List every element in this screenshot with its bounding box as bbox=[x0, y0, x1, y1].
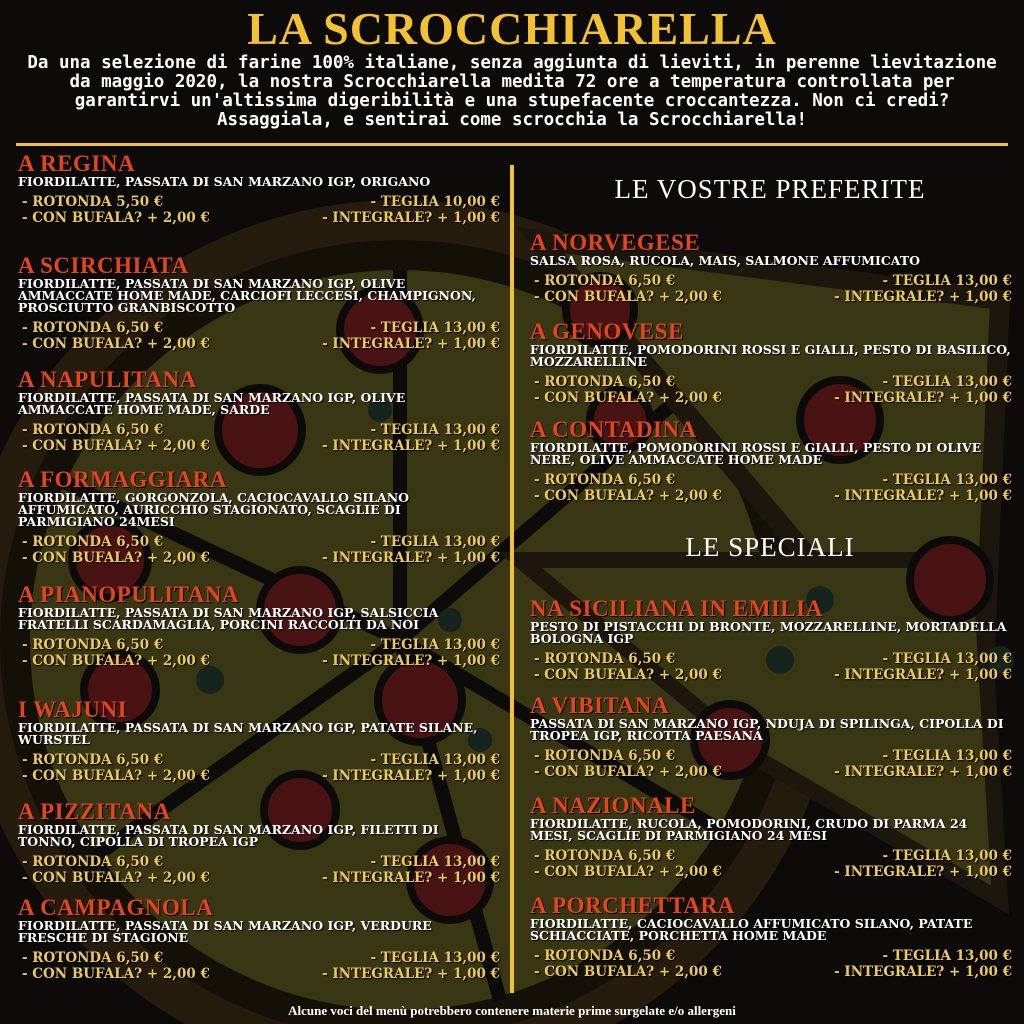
pizza-name: A NAZIONALE bbox=[530, 793, 696, 818]
extra-bufala: - CON BUFALA? + 2,00 € bbox=[534, 764, 722, 780]
extras-row bbox=[18, 870, 500, 886]
price-teglia: - TEGLIA 13,00 € bbox=[370, 422, 500, 438]
price-row bbox=[530, 848, 1012, 864]
price-teglia: - TEGLIA 13,00 € bbox=[882, 651, 1012, 667]
pizza-ingredients: FIORDILATTE, PASSATA DI SAN MARZANO IGP, OLIVE AMMACCATE HOME MADE, CARCIOFI LECCESI, CHAMPIGNON, PROSCIUTTO GRANBISCOTTO bbox=[18, 276, 476, 315]
section-title-preferite: LE VOSTRE PREFERITE bbox=[614, 174, 926, 204]
price-rotonda: - ROTONDA 6,50 € bbox=[22, 422, 164, 438]
price-row bbox=[530, 374, 1012, 390]
price-rotonda: - ROTONDA 6,50 € bbox=[534, 848, 676, 864]
extras-row bbox=[530, 667, 1012, 683]
price-rotonda: - ROTONDA 6,50 € bbox=[22, 854, 164, 870]
menu-item bbox=[18, 368, 500, 454]
pizza-name: A CONTADINA bbox=[530, 417, 697, 442]
extras-row bbox=[18, 210, 500, 226]
pizza-name: A NAPULITANA bbox=[18, 367, 197, 392]
extra-bufala: - CON BUFALA? + 2,00 € bbox=[534, 289, 722, 305]
extras-row bbox=[530, 964, 1012, 980]
price-rotonda: - ROTONDA 6,50 € bbox=[22, 637, 164, 653]
menu-item bbox=[18, 468, 500, 566]
section-title-speciali: LE SPECIALI bbox=[685, 532, 855, 562]
menu-item bbox=[18, 254, 500, 352]
price-row bbox=[530, 651, 1012, 667]
extras-row bbox=[18, 336, 500, 352]
extra-integrale: - INTEGRALE? + 1,00 € bbox=[834, 964, 1012, 980]
extra-bufala: - CON BUFALA? + 2,00 € bbox=[22, 768, 210, 784]
price-rotonda: - ROTONDA 6,50 € bbox=[534, 472, 676, 488]
price-rotonda: - ROTONDA 6,50 € bbox=[22, 320, 164, 336]
pizza-name: A CAMPAGNOLA bbox=[18, 895, 214, 920]
extra-integrale: - INTEGRALE? + 1,00 € bbox=[322, 550, 500, 566]
extra-integrale: - INTEGRALE? + 1,00 € bbox=[322, 870, 500, 886]
pizza-ingredients: PASSATA DI SAN MARZANO IGP, NDUJA DI SPILINGA, CIPOLLA DI TROPEA IGP, RICOTTA PAESANA bbox=[530, 716, 1004, 743]
menu-item bbox=[530, 231, 1012, 305]
extra-bufala: - CON BUFALA? + 2,00 € bbox=[534, 964, 722, 980]
pizza-ingredients: FIORDILATTE, PASSATA DI SAN MARZANO IGP, ORIGANO bbox=[18, 174, 431, 189]
extras-row bbox=[18, 653, 500, 669]
pizza-name: A REGINA bbox=[18, 151, 136, 176]
price-rotonda: - ROTONDA 6,50 € bbox=[534, 651, 676, 667]
price-teglia: - TEGLIA 13,00 € bbox=[882, 948, 1012, 964]
pizza-name: A SCIRCHIATA bbox=[18, 253, 189, 278]
extras-row bbox=[530, 764, 1012, 780]
pizza-name: A PIZZITANA bbox=[18, 799, 171, 824]
price-rotonda: - ROTONDA 6,50 € bbox=[534, 273, 676, 289]
pizza-name: A FORMAGGIARA bbox=[18, 467, 228, 492]
extra-integrale: - INTEGRALE? + 1,00 € bbox=[834, 488, 1012, 504]
price-teglia: - TEGLIA 10,00 € bbox=[370, 194, 500, 210]
extra-integrale: - INTEGRALE? + 1,00 € bbox=[322, 768, 500, 784]
price-rotonda: - ROTONDA 6,50 € bbox=[22, 534, 164, 550]
pizza-ingredients: PESTO DI PISTACCHI DI BRONTE, MOZZARELLINE, MORTADELLA BOLOGNA IGP bbox=[530, 619, 1007, 646]
pizza-name: A PORCHETTARA bbox=[530, 893, 735, 918]
extra-bufala: - CON BUFALA? + 2,00 € bbox=[22, 438, 210, 454]
extra-integrale: - INTEGRALE? + 1,00 € bbox=[322, 210, 500, 226]
price-row bbox=[18, 854, 500, 870]
price-block bbox=[530, 651, 1012, 683]
pizza-name: A VIBITANA bbox=[530, 693, 669, 718]
pizza-ingredients: FIORDILATTE, PASSATA DI SAN MARZANO IGP, OLIVE AMMACCATE HOME MADE, SARDE bbox=[18, 390, 406, 417]
pizza-ingredients: FIORDILATTE, PASSATA DI SAN MARZANO IGP, FILETTI DI TONNO, CIPOLLA DI TROPEA IGP bbox=[18, 822, 439, 849]
price-row bbox=[530, 273, 1012, 289]
menu-item bbox=[18, 698, 500, 784]
price-teglia: - TEGLIA 13,00 € bbox=[370, 637, 500, 653]
extra-integrale: - INTEGRALE? + 1,00 € bbox=[834, 864, 1012, 880]
price-block bbox=[18, 752, 500, 784]
menu-item bbox=[18, 896, 500, 982]
pizza-ingredients: FIORDILATTE, GORGONZOLA, CACIOCAVALLO SILANO AFFUMICATO, AURICCHIO STAGIONATO, SCAGLIE DI PARMIGIANO 24MESI bbox=[18, 490, 410, 529]
pizza-ingredients: FIORDILATTE, CACIOCAVALLO AFFUMICATO SILANO, PATATE SCHIACCIATE, PORCHETTA HOME MADE bbox=[530, 916, 973, 943]
pizza-ingredients: FIORDILATTE, RUCOLA, POMODORINI, CRUDO DI PARMA 24 MESI, SCAGLIE DI PARMIGIANO 24 MESI bbox=[530, 816, 968, 843]
extra-integrale: - INTEGRALE? + 1,00 € bbox=[322, 966, 500, 982]
price-block bbox=[18, 950, 500, 982]
extra-integrale: - INTEGRALE? + 1,00 € bbox=[322, 438, 500, 454]
menu-intro-text: Da una selezione di farine 100% italiane, senza aggiunta di lieviti, in perenne lievitazione da maggio 2020, la nostra Scrocchiarella medita 72 ore a temperatura controllata per garantirvi un'altissima digeribilità e una stupefacente croccantezza. Non ci credi? Assaggiala, e sentirai come scrocchia la Scrocchiarella! bbox=[27, 53, 997, 130]
extras-row bbox=[18, 768, 500, 784]
price-block bbox=[530, 273, 1012, 305]
extras-row bbox=[530, 289, 1012, 305]
price-row bbox=[18, 422, 500, 438]
pizza-ingredients: FIORDILATTE, PASSATA DI SAN MARZANO IGP, VERDURE FRESCHE DI STAGIONE bbox=[18, 918, 432, 945]
extra-bufala: - CON BUFALA? + 2,00 € bbox=[22, 966, 210, 982]
pizza-ingredients: FIORDILATTE, POMODORINI ROSSI E GIALLI, PESTO DI BASILICO, MOZZARELLINE bbox=[530, 342, 1011, 369]
extras-row bbox=[18, 550, 500, 566]
price-teglia: - TEGLIA 13,00 € bbox=[882, 273, 1012, 289]
price-teglia: - TEGLIA 13,00 € bbox=[370, 752, 500, 768]
pizza-name: NA SICILIANA IN EMILIA bbox=[530, 596, 823, 621]
price-row bbox=[18, 194, 500, 210]
extras-row bbox=[530, 488, 1012, 504]
price-rotonda: - ROTONDA 6,50 € bbox=[534, 374, 676, 390]
price-row bbox=[18, 752, 500, 768]
price-teglia: - TEGLIA 13,00 € bbox=[370, 950, 500, 966]
price-rotonda: - ROTONDA 6,50 € bbox=[22, 950, 164, 966]
price-rotonda: - ROTONDA 6,50 € bbox=[534, 748, 676, 764]
price-rotonda: - ROTONDA 5,50 € bbox=[22, 194, 164, 210]
header-divider bbox=[16, 143, 1008, 146]
menu-item bbox=[18, 800, 500, 886]
pizza-name: I WAJUNI bbox=[18, 697, 128, 722]
pizza-name: A PIANOPULITANA bbox=[18, 582, 240, 607]
price-block bbox=[18, 320, 500, 352]
extras-row bbox=[18, 438, 500, 454]
column-divider bbox=[510, 165, 514, 993]
price-block bbox=[530, 472, 1012, 504]
extra-integrale: - INTEGRALE? + 1,00 € bbox=[834, 390, 1012, 406]
price-row bbox=[530, 472, 1012, 488]
price-teglia: - TEGLIA 13,00 € bbox=[370, 534, 500, 550]
price-block bbox=[530, 748, 1012, 780]
extra-integrale: - INTEGRALE? + 1,00 € bbox=[322, 336, 500, 352]
price-teglia: - TEGLIA 13,00 € bbox=[882, 848, 1012, 864]
extra-integrale: - INTEGRALE? + 1,00 € bbox=[834, 667, 1012, 683]
extra-bufala: - CON BUFALA? + 2,00 € bbox=[22, 336, 210, 352]
price-block bbox=[18, 422, 500, 454]
price-teglia: - TEGLIA 13,00 € bbox=[882, 374, 1012, 390]
extra-bufala: - CON BUFALA? + 2,00 € bbox=[534, 667, 722, 683]
menu-item bbox=[530, 894, 1012, 980]
menu-item bbox=[18, 152, 500, 226]
menu-item bbox=[530, 418, 1012, 504]
price-row bbox=[530, 948, 1012, 964]
pizza-ingredients: FIORDILATTE, PASSATA DI SAN MARZANO IGP, SALSICCIA FRATELLI SCARDAMAGLIA, PORCINI RACCOLTI DA NOI bbox=[18, 605, 439, 632]
price-rotonda: - ROTONDA 6,50 € bbox=[22, 752, 164, 768]
price-teglia: - TEGLIA 13,00 € bbox=[882, 748, 1012, 764]
price-row bbox=[18, 320, 500, 336]
extra-bufala: - CON BUFALA? + 2,00 € bbox=[22, 653, 210, 669]
extra-integrale: - INTEGRALE? + 1,00 € bbox=[834, 289, 1012, 305]
extra-bufala: - CON BUFALA? + 2,00 € bbox=[22, 550, 210, 566]
price-block bbox=[530, 374, 1012, 406]
extras-row bbox=[530, 864, 1012, 880]
extra-integrale: - INTEGRALE? + 1,00 € bbox=[322, 653, 500, 669]
pizza-ingredients: FIORDILATTE, POMODORINI ROSSI E GIALLI, PESTO DI OLIVE NERE, OLIVE AMMACCATE HOME MADE bbox=[530, 440, 982, 467]
price-block bbox=[18, 637, 500, 669]
pizza-name: A GENOVESE bbox=[530, 319, 684, 344]
allergen-disclaimer: Alcune voci del menù potrebbero contenere materie prime surgelate e/o allergeni bbox=[288, 1003, 736, 1018]
price-block bbox=[18, 194, 500, 226]
extra-bufala: - CON BUFALA? + 2,00 € bbox=[22, 210, 210, 226]
pizza-ingredients: SALSA ROSA, RUCOLA, MAIS, SALMONE AFFUMICATO bbox=[530, 253, 921, 268]
menu-title: LA SCROCCHIARELLA bbox=[247, 3, 777, 54]
extra-bufala: - CON BUFALA? + 2,00 € bbox=[534, 390, 722, 406]
pizza-ingredients: FIORDILATTE, PASSATA DI SAN MARZANO IGP, PATATE SILANE, WURSTEL bbox=[18, 720, 478, 747]
menu-item bbox=[530, 597, 1012, 683]
price-block bbox=[18, 854, 500, 886]
menu-item bbox=[530, 694, 1012, 780]
extra-bufala: - CON BUFALA? + 2,00 € bbox=[22, 870, 210, 886]
price-block bbox=[530, 948, 1012, 980]
extra-bufala: - CON BUFALA? + 2,00 € bbox=[534, 864, 722, 880]
price-row bbox=[18, 637, 500, 653]
price-row bbox=[530, 748, 1012, 764]
pizza-name: A NORVEGESE bbox=[530, 230, 701, 255]
price-teglia: - TEGLIA 13,00 € bbox=[370, 854, 500, 870]
extras-row bbox=[530, 390, 1012, 406]
price-teglia: - TEGLIA 13,00 € bbox=[882, 472, 1012, 488]
price-row bbox=[18, 534, 500, 550]
extra-integrale: - INTEGRALE? + 1,00 € bbox=[834, 764, 1012, 780]
price-block bbox=[18, 534, 500, 566]
menu-item bbox=[530, 320, 1012, 406]
price-teglia: - TEGLIA 13,00 € bbox=[370, 320, 500, 336]
menu-item bbox=[530, 794, 1012, 880]
extras-row bbox=[18, 966, 500, 982]
price-block bbox=[530, 848, 1012, 880]
price-rotonda: - ROTONDA 6,50 € bbox=[534, 948, 676, 964]
price-row bbox=[18, 950, 500, 966]
menu-item bbox=[18, 583, 500, 669]
extra-bufala: - CON BUFALA? + 2,00 € bbox=[534, 488, 722, 504]
